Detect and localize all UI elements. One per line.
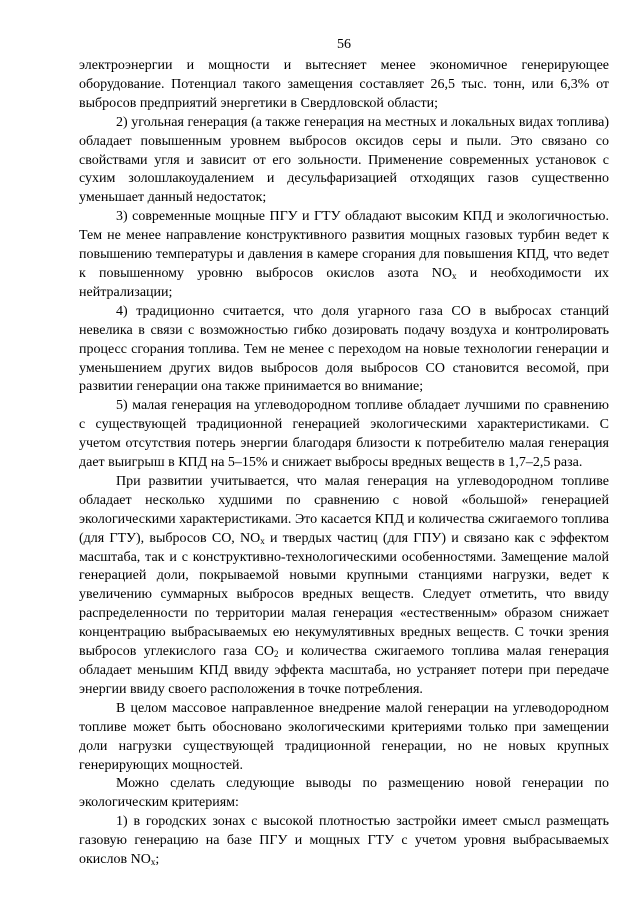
paragraph — [79, 303, 609, 398]
paragraph-text: электроэнергии и мощности и вытесняет менее экономичное генерирующее оборудование. Потенциал такого замещения составляет 26,5 тыс. тонн, или 6,3% от выбросов предприятий энергетики в Свердловской области; — [79, 58, 609, 111]
paragraph-text: 4) традиционно считается, что доля угарного газа CO в выбросах станций невелика в связи с возможностью гибко дозировать подачу воздуха и контролировать процесс сгорания топлива. Тем не менее с переходом на новые технологии генерации и уменьшением других видов выбросов доля выбросов CO становится весомой, при развитии генерации она также принимается во внимание; — [79, 303, 609, 395]
paragraph — [79, 57, 609, 114]
paragraph — [79, 208, 609, 303]
paragraph-text: ; — [155, 852, 160, 868]
paragraph-text: При развитии учитывается, что малая генерация на углеводородном топливе обладает несколько худшими по сравнению с новой «большой» генерацией экологическими характеристиками. Это касается КПД и количества сжигаемого топлива (для ГТУ), выбросов CO, NO — [79, 473, 609, 546]
paragraph — [79, 397, 609, 473]
subscript-text: x — [260, 535, 265, 546]
body-text — [79, 57, 609, 870]
paragraph-text: Можно сделать следующие выводы по размещению новой генерации по экологическим критериям: — [79, 776, 609, 811]
paragraph-text: и необходимости их нейтрализации; — [79, 265, 610, 300]
paragraph-text: 3) современные мощные ПГУ и ГТУ обладают высоким КПД и экологичностью. Тем не менее направление конструктивного развития мощных газовых турбин ведет к повышению температуры и давления в камере сгорания для повышения КПД, что ведет к повышенному уровню выбросов окислов азота NO — [79, 209, 609, 281]
paragraph — [79, 114, 609, 209]
paragraph — [79, 813, 609, 870]
paragraph — [79, 473, 609, 700]
paragraph — [79, 775, 609, 813]
paragraph-text: 1) в городских зонах с высокой плотностью застройки имеет смысл размещать газовую генерацию на базе ПГУ и мощных ГТУ с учетом уровня выбрасываемых окислов NO — [79, 814, 609, 868]
paragraph-text: В целом массовое направленное внедрение малой генерации на углеводородном топливе может быть обосновано экологическими критериями только при замещении доли нагрузки существующей традиционной генерации, но не новых крупных генерирующих мощностей. — [79, 700, 609, 773]
page-number: 56 — [337, 37, 351, 52]
paragraph-text: 5) малая генерация на углеводородном топливе обладает лучшими по сравнению с существующей традиционной генерацией экологическими характеристиками. С учетом отсутствия потерь энергии благодаря близости к потребителю малая генерация дает выигрыш в КПД на 5–15% и снижает выбросы вредных веществ в 1,7–2,5 раза. — [79, 398, 609, 471]
paragraph-text: и количества сжигаемого топлива малая генерация обладает меньшим КПД ввиду эффекта масштаба, но устраняет потери при передаче энергии ввиду своего расположения в точке потребления. — [79, 644, 609, 697]
paragraph-text: 2) угольная генерация (а также генерация на местных и локальных видах топлива) обладает повышенным уровнем выбросов оксидов серы и пыли. Это связано со свойствами угля и зависит от его зольности. Применение современных установок с сухим золошлакоудалением и десульфаризацией отходящих газов существенно уменьшает данный недостаток; — [79, 114, 609, 206]
subscript-text: x — [150, 857, 156, 868]
paragraph — [79, 700, 609, 776]
subscript-text: x — [452, 270, 457, 281]
paragraph-text: и твердых частиц (для ГПУ) и связано как с эффектом масштаба, так и с конструктивно-технологическими особенностями. Замещение малой генерацией доли, покрываемой новыми крупными станциями нагрузки, ведет к увеличению суммарных выбросов вредных веществ. Следует отметить, что ввиду распределенности по территории малая генерация «естественным» образом снижает концентрацию выбрасываемых ею некумулятивных вредных веществ. С точки зрения выбросов углекислого газа CO — [79, 530, 609, 660]
subscript-text: 2 — [274, 649, 279, 660]
